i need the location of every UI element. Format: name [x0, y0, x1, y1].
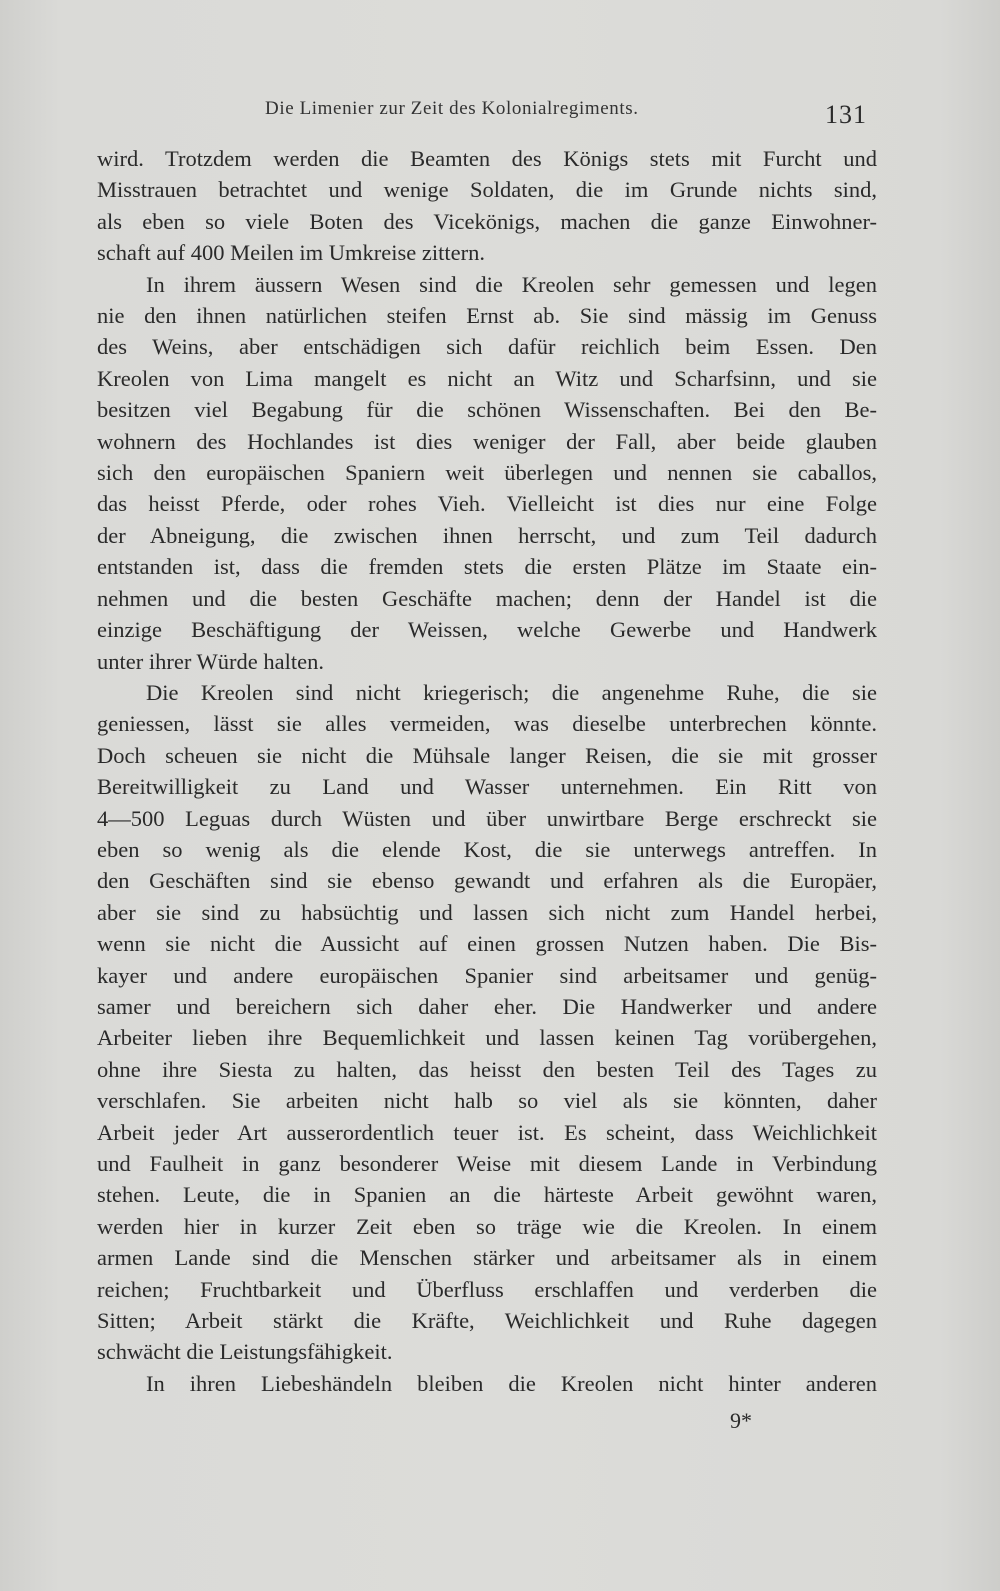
text-line: nie den ihnen natürlichen steifen Ernst ab. Sie sind mässig im Genuss	[97, 303, 877, 329]
text-line: Bereitwilligkeit zu Land und Wasser unternehmen. Ein Ritt von	[97, 774, 877, 800]
text-line: schwächt die Leistungsfähigkeit.	[97, 1339, 393, 1365]
text-line: wenn sie nicht die Aussicht auf einen grossen Nutzen haben. Die Bis-	[97, 931, 877, 957]
text-line: wohnern des Hochlandes ist dies weniger der Fall, aber beide glauben	[97, 428, 877, 454]
text-line: eben so wenig als die elende Kost, die sie unterwegs antreffen. In	[97, 836, 877, 862]
text-line: sich den europäischen Spaniern weit überlegen und nennen sie caballos,	[97, 460, 877, 486]
text-line: und Faulheit in ganz besonderer Weise mit diesem Lande in Verbindung	[97, 1151, 877, 1176]
text-line: In ihren Liebeshändeln bleiben die Kreolen nicht hinter anderen	[146, 1370, 877, 1396]
text-line: Arbeiter lieben ihre Bequemlichkeit und lassen keinen Tag vorübergehen,	[97, 1025, 877, 1051]
text-line: als eben so viele Boten des Vicekönigs, machen die ganze Einwohner-	[97, 208, 877, 234]
text-line: ohne ihre Siesta zu halten, das heisst den besten Teil des Tages zu	[97, 1056, 877, 1082]
text-line: Die Kreolen sind nicht kriegerisch; die angenehme Ruhe, die sie	[146, 679, 877, 705]
running-title: Die Limenier zur Zeit des Kolonialregiments.	[265, 98, 639, 119]
text-line: einzige Beschäftigung der Weissen, welche Gewerbe und Handwerk	[97, 617, 877, 643]
text-line: armen Lande sind die Menschen stärker und arbeitsamer als in einem	[97, 1245, 877, 1271]
text-line: des Weins, aber entschädigen sich dafür reichlich beim Essen. Den	[97, 334, 877, 360]
text-line: Sitten; Arbeit stärkt die Kräfte, Weichlichkeit und Ruhe dagegen	[97, 1308, 877, 1334]
text-line: geniessen, lässt sie alles vermeiden, was dieselbe unterbrechen könnte.	[97, 711, 877, 737]
page-number: 131	[825, 100, 867, 129]
text-line: Misstrauen betrachtet und wenige Soldaten, die im Grunde nichts sind,	[97, 177, 877, 203]
text-line: das heisst Pferde, oder rohes Vieh. Vielleicht ist dies nur eine Folge	[97, 491, 877, 517]
text-line: Doch scheuen sie nicht die Mühsale langer Reisen, die sie mit grosser	[97, 742, 877, 768]
text-line: besitzen viel Begabung für die schönen Wissenschaften. Bei den Be-	[97, 397, 877, 423]
text-line: stehen. Leute, die in Spanien an die härteste Arbeit gewöhnt waren,	[97, 1182, 877, 1208]
text-line: werden hier in kurzer Zeit eben so träge wie die Kreolen. In einem	[97, 1213, 877, 1239]
text-line: In ihrem äussern Wesen sind die Kreolen sehr gemessen und legen	[146, 271, 877, 297]
text-line: wird. Trotzdem werden die Beamten des Königs stets mit Furcht und	[97, 146, 877, 171]
text-line: 4—500 Leguas durch Wüsten und über unwirtbare Berge erschreckt sie	[97, 805, 877, 831]
text-line: verschlafen. Sie arbeiten nicht halb so viel als sie könnten, daher	[97, 1088, 877, 1114]
text-line: samer und bereichern sich daher eher. Die Handwerker und andere	[97, 993, 877, 1019]
text-line: unter ihrer Würde halten.	[97, 648, 324, 674]
text-line: Arbeit jeder Art ausserordentlich teuer ist. Es scheint, dass Weichlichkeit	[97, 1119, 877, 1145]
text-line: entstanden ist, dass die fremden stets die ersten Plätze im Staate ein-	[97, 554, 877, 580]
text-line: den Geschäften sind sie ebenso gewandt und erfahren als die Europäer,	[97, 868, 877, 894]
text-line: nehmen und die besten Geschäfte machen; denn der Handel ist die	[97, 585, 877, 611]
body-text	[97, 143, 877, 1399]
text-line: reichen; Fruchtbarkeit und Überfluss erschlaffen und verderben die	[97, 1276, 877, 1302]
text-line: der Abneigung, die zwischen ihnen herrscht, und zum Teil dadurch	[97, 522, 877, 548]
text-line: kayer und andere europäischen Spanier sind arbeitsamer und genüg-	[97, 962, 877, 988]
text-line: aber sie sind zu habsüchtig und lassen sich nicht zum Handel herbei,	[97, 899, 877, 925]
text-line: schaft auf 400 Meilen im Umkreise zittern.	[97, 240, 486, 266]
text-line: Kreolen von Lima mangelt es nicht an Witz und Scharfsinn, und sie	[97, 365, 877, 391]
signature-mark: 9*	[730, 1408, 752, 1433]
